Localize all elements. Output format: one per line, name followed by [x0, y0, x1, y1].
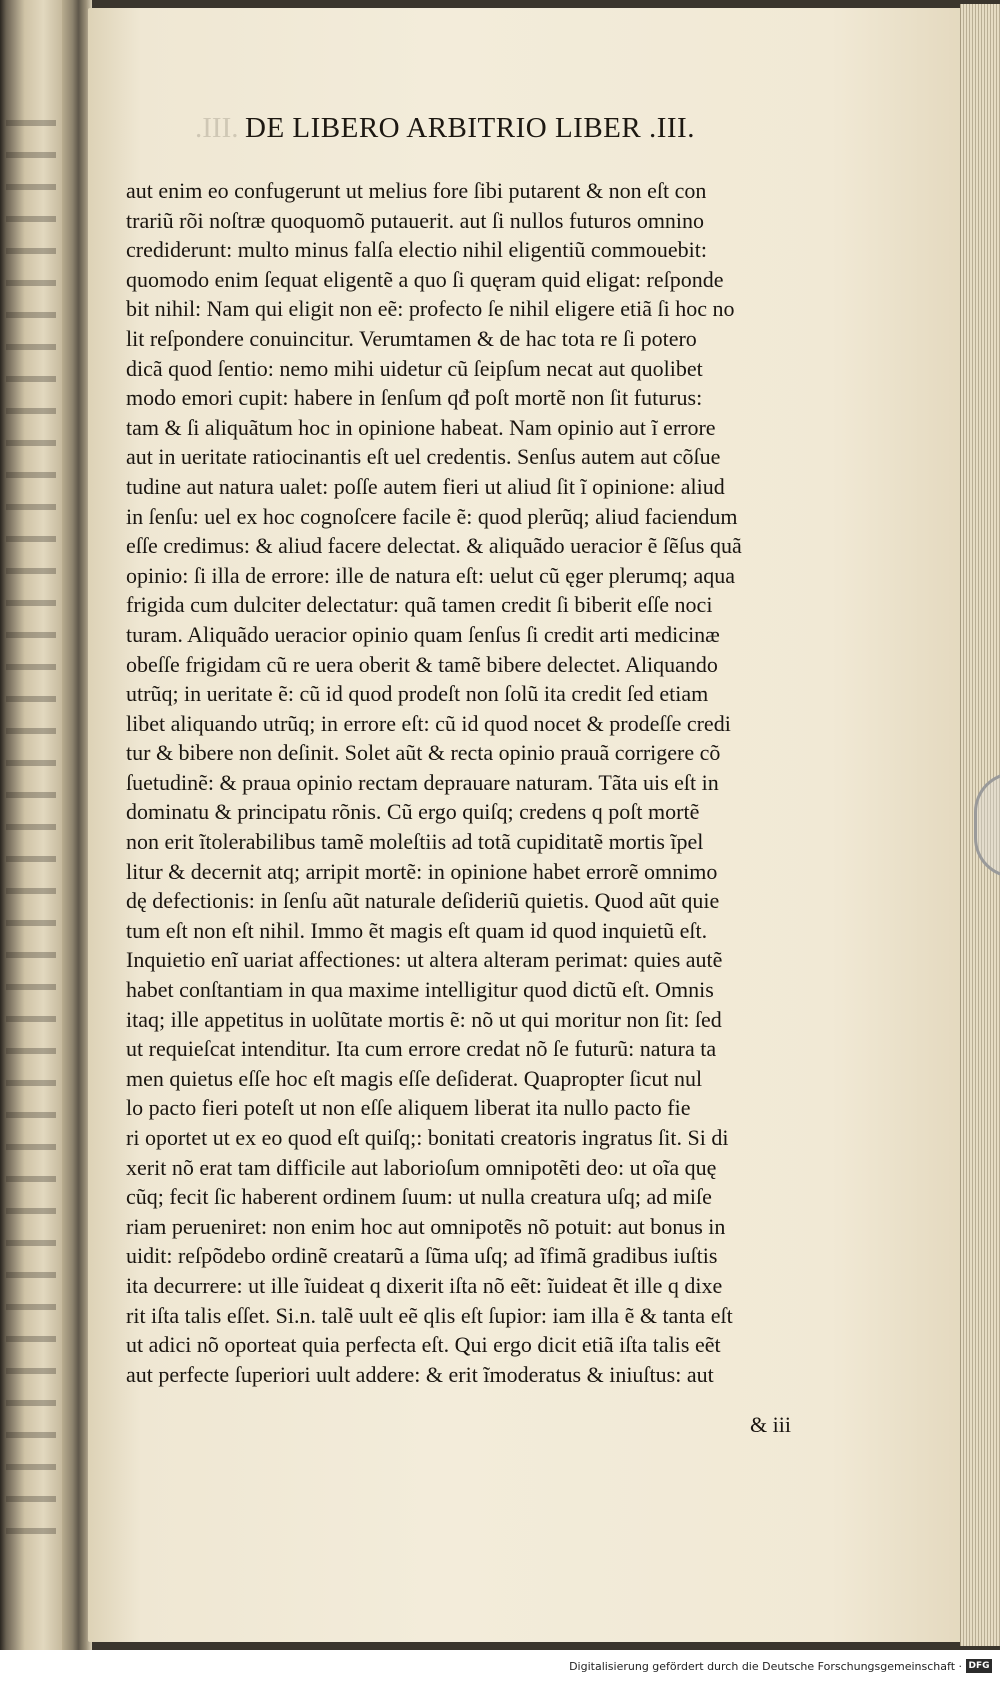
- text-line: litur & decernit atq; arripit mortẽ: in opinione habet errorẽ omnimo: [126, 858, 718, 884]
- text-line: tum eſt non eſt nihil. Immo ẽt magis eſt quam id quod inquietũ eſt.: [126, 917, 708, 943]
- text-line: rit iſta talis eſſet. Si.n. talẽ uult eẽ qlis eſt ſupior: iam illa ẽ & tanta eſt: [126, 1302, 733, 1328]
- text-line: itaq; ille appetitus in uolũtate mortis ẽ: nõ ut qui moritur non ſit: ſed: [126, 1006, 722, 1032]
- text-line: tur & bibere non deſinit. Solet aũt & recta opinio prauã corrigere cõ: [126, 740, 721, 766]
- text-line: dominatu & principatu rõnis. Cũ ergo quiſq; credens q poſt mortẽ: [126, 799, 700, 825]
- facing-page: [0, 0, 62, 1650]
- text-line: modo emori cupit: habere in ſenſum qđ poſt mortẽ non ſit futurus:: [126, 385, 703, 411]
- text-line: habet conſtantiam in qua maxime intelligitur quod dictũ eſt. Omnis: [126, 977, 714, 1003]
- text-line: dę defectionis: in ſenſu aũt naturale deſideriũ quietis. Quod aũt quie: [126, 888, 720, 914]
- text-line: opinio: ſi illa de errore: ille de natura eſt: uelut cũ ęger plerumq; aqua: [126, 562, 736, 588]
- text-line: lo pacto fieri poteſt ut non eſſe aliquem liberat ita nullo pacto fie: [126, 1095, 691, 1121]
- running-head: DE LIBERO ARBITRIO LIBER .III.: [245, 112, 695, 144]
- text-line: men quietus eſſe hoc eſt magis eſſe deſiderat. Quapropter ſicut nul: [126, 1065, 703, 1091]
- text-line: aut in ueritate ratiocinantis eſt uel credentis. Senſus autem aut cõſue: [126, 444, 721, 470]
- text-line: tam & ſi aliquãtum hoc in opinione habeat. Nam opinio aut ĩ errore: [126, 414, 716, 440]
- text-line: uidit: reſpõdebo ordinẽ creatarũ a ſũma uſq; ad ĩfimã gradibus iuſtis: [126, 1243, 718, 1269]
- text-line: ſuetudinẽ: & praua opinio rectam deprauare naturam. Tãta uis eſt in: [126, 769, 719, 795]
- text-line: bit nihil: Nam qui eligit non eẽ: profecto ſe nihil eligere etiã ſi hoc no: [126, 296, 735, 322]
- text-line: ita decurrere: ut ille ĩuideat q dixerit iſta nõ eẽt: ĩuideat ẽt ille q dixe: [126, 1272, 723, 1298]
- text-line: obeſſe frigidam cũ re uera oberit & tamẽ bibere delectet. Aliquando: [126, 651, 718, 677]
- text-line: turam. Aliquãdo ueracior opinio quam ſenſus ſi credit arti medicinæ: [126, 621, 720, 647]
- text-line: ut adici nõ oporteat quia perfecta eſt. Qui ergo dicit etiã iſta talis eẽt: [126, 1332, 721, 1358]
- text-line: frigida cum dulciter delectatur: quã tamen credit ſi biberit eſſe noci: [126, 592, 713, 618]
- digitization-credit: [569, 1656, 992, 1676]
- text-line: utrũq; in ueritate ẽ: cũ id quod prodeſt non ſolũ ita credit ſed etiam: [126, 681, 709, 707]
- text-line: aut enim eo confugerunt ut melius fore ſibi putarent & non eſt con: [126, 178, 707, 203]
- signature-mark: & iii: [750, 1412, 791, 1437]
- text-line: xerit nõ erat tam difficile aut laborioſum omnipotẽti deo: ut oĩa quę: [126, 1154, 717, 1180]
- facing-page-text: [6, 120, 56, 1540]
- text-line: non erit ĩtolerabilibus tamẽ moleſtiis ad totã cupiditatẽ mortis ĩpel: [126, 829, 704, 855]
- text-line: Inquietio enĩ uariat affectiones: ut altera alteram perimat: quies autẽ: [126, 947, 723, 973]
- text-line: riam perueniret: non enim hoc aut omnipotẽs nõ potuit: aut bonus in: [126, 1213, 726, 1239]
- text-line: libet aliquando utrũq; in errore eſt: cũ id quod nocet & prodeſſe credi: [126, 710, 731, 736]
- text-line: in ſenſu: uel ex hoc cognoſcere facile ẽ: quod plerũq; aliud faciendum: [126, 503, 738, 529]
- text-line: ut requieſcat intenditur. Ita cum errore credat nõ ſe futurũ: natura ta: [126, 1036, 717, 1062]
- text-block: [126, 176, 831, 1389]
- text-line: dicã quod ſentio: nemo mihi uidetur cũ ſeipſum necat aut quolibet: [126, 355, 703, 381]
- text-line: aut perfecte ſuperiori uult addere: & erit ĩmoderatus & iniuſtus: aut: [126, 1361, 714, 1387]
- text-line: ri oportet ut ex eo quod eſt quiſq;: bonitati creatoris ingratus ſit. Si di: [126, 1125, 729, 1150]
- text-line: eſſe credimus: & aliud facere delectat. & aliquãdo ueracior ẽ ſẽſus quã: [126, 533, 742, 559]
- text-line: trariũ rõi noſtræ quoquomõ putauerit. aut ſi nullos futuros omnino: [126, 207, 705, 233]
- show-through-text: .III.: [195, 112, 239, 144]
- text-line: quomodo enim ſequat eligentẽ a quo ſi quęram quid eligat: reſponde: [126, 266, 724, 292]
- credit-text: Digitalisierung gefördert durch die Deutsche Forschungsgemeinschaft ·: [569, 1659, 962, 1673]
- text-line: cũq; fecit ſic haberent ordinem ſuum: ut nulla creatura uſq; ad miſe: [126, 1184, 712, 1210]
- text-line: lit reſpondere conuincitur. Verumtamen & de hac tota re ſi potero: [126, 325, 697, 351]
- text-line: crediderunt: multo minus falſa electio nihil eligentiũ commouebit:: [126, 237, 708, 263]
- text-line: tudine aut natura ualet: poſſe autem fieri ut aliud ſit ĩ opinione: aliud: [126, 473, 725, 499]
- dfg-logo: DFG: [966, 1659, 992, 1673]
